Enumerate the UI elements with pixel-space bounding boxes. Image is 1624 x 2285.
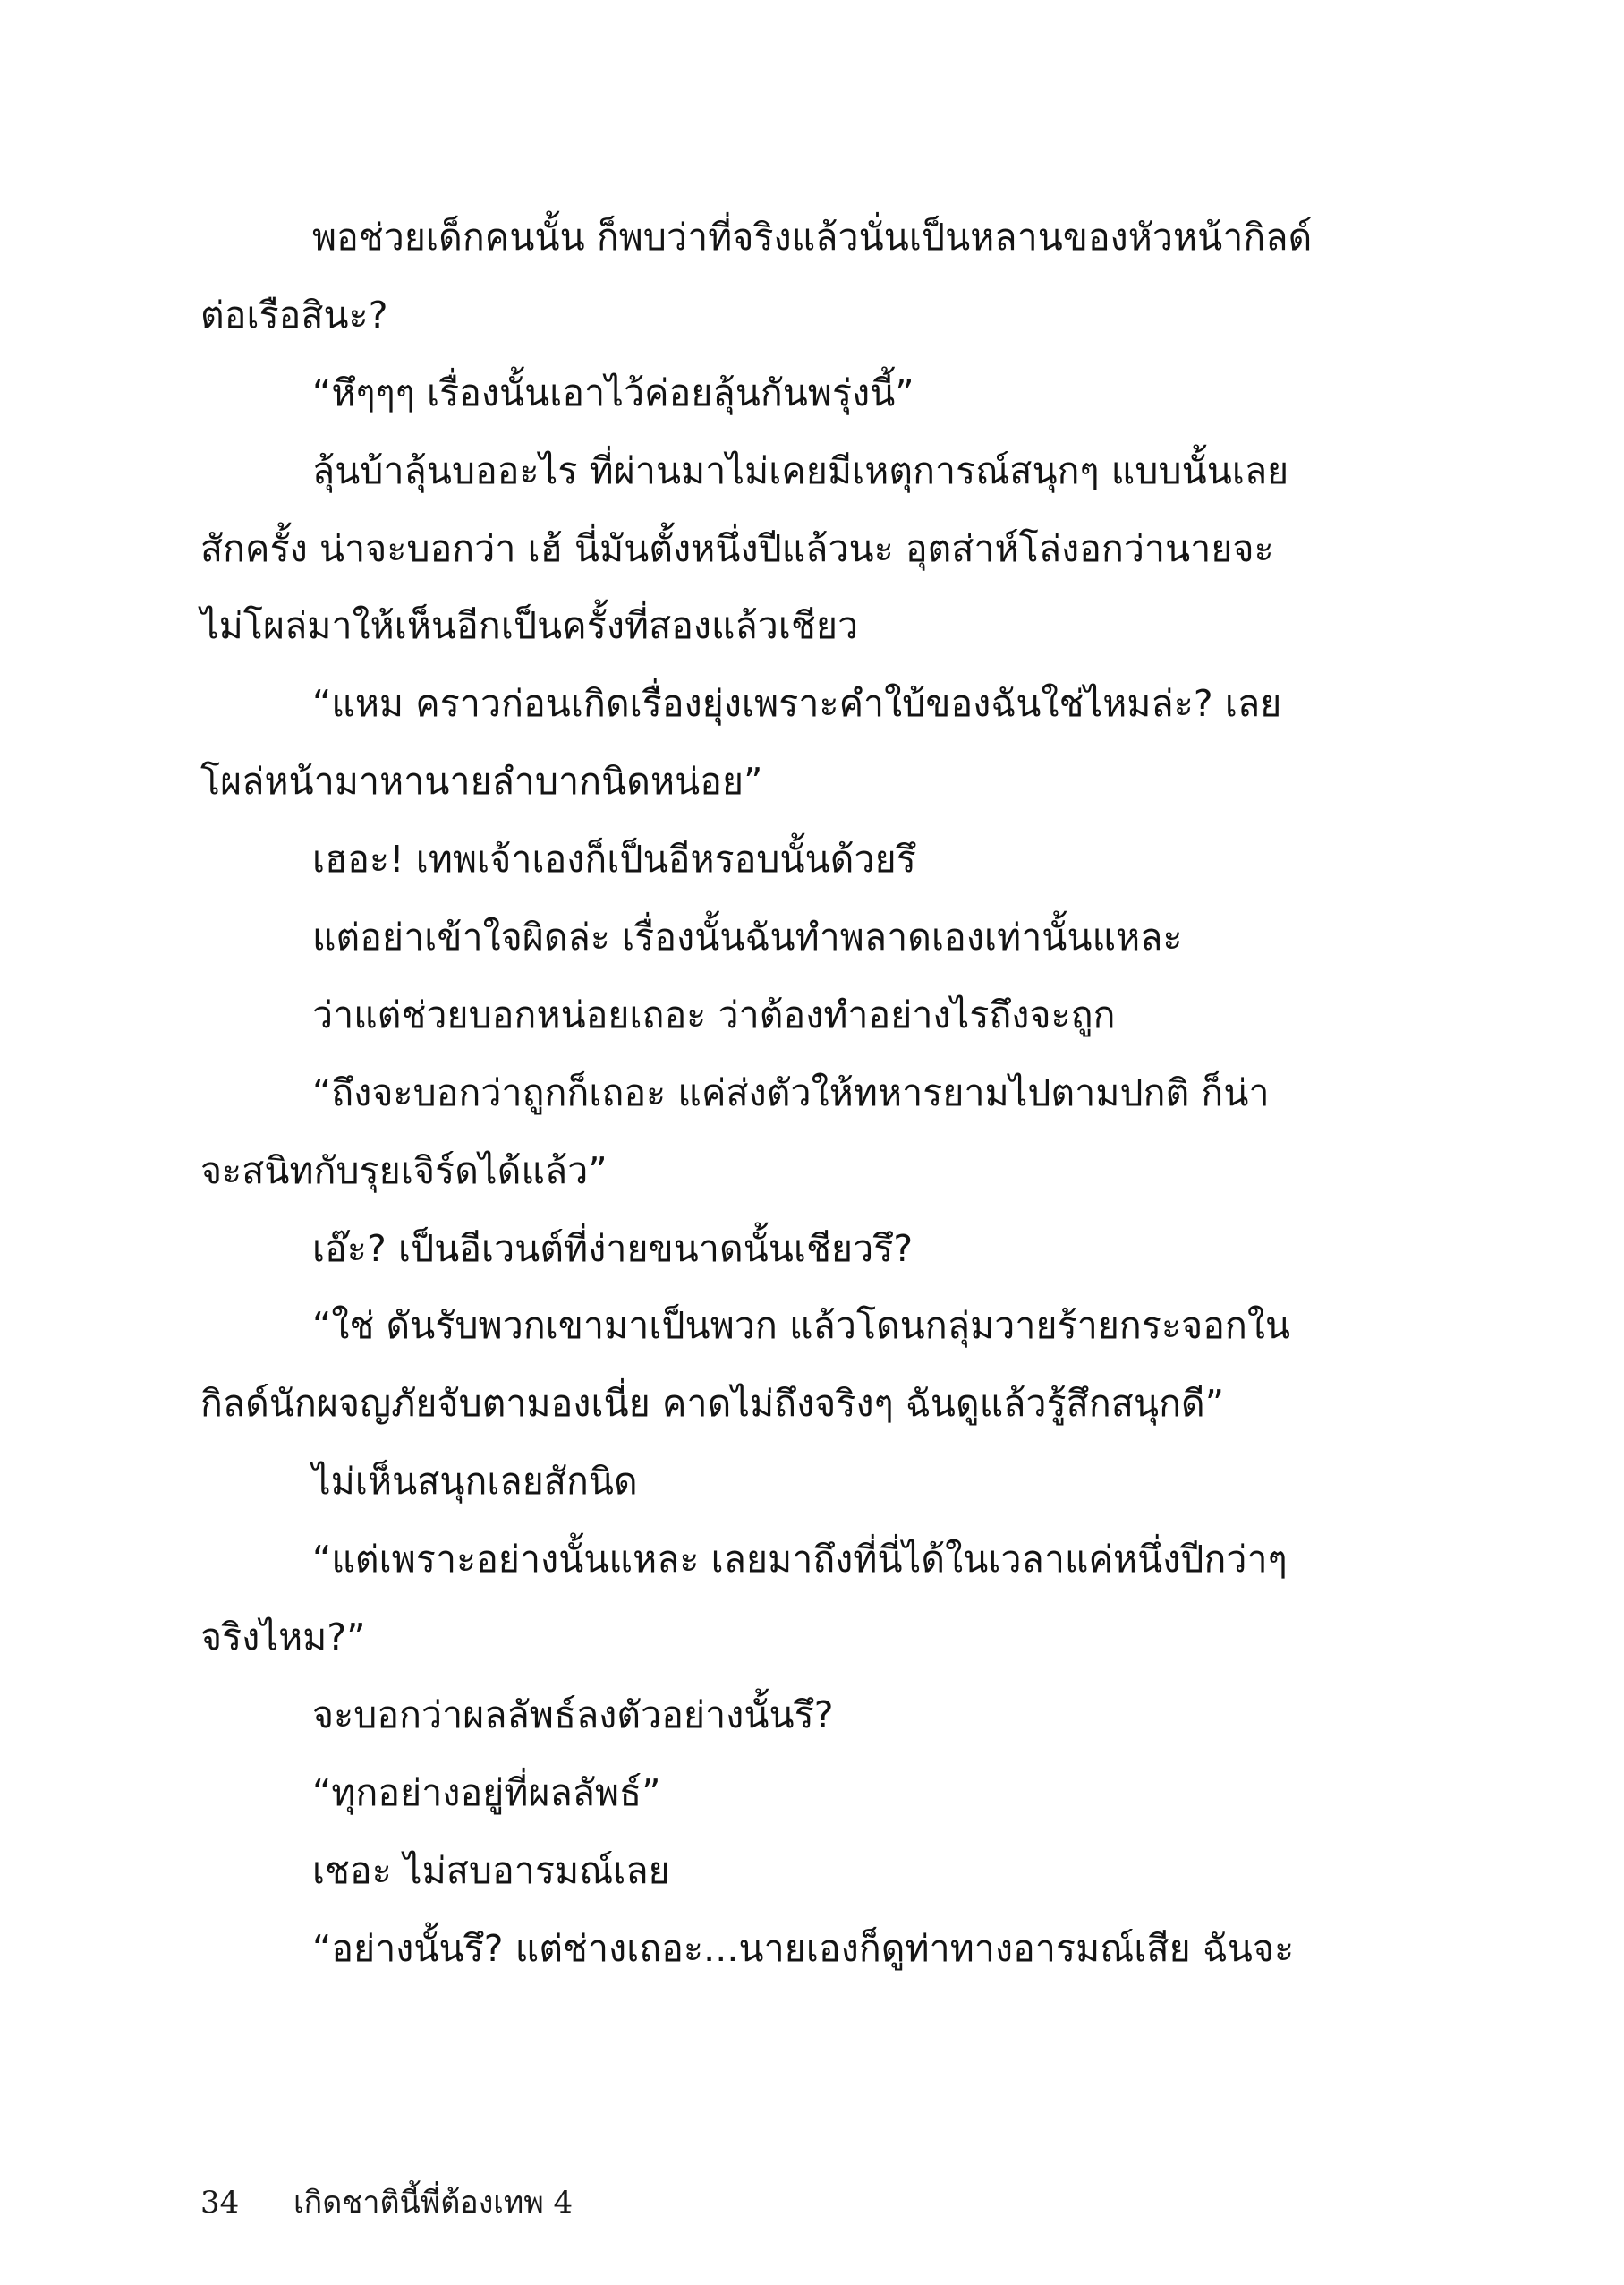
text-line: เอ๊ะ? เป็นอีเวนต์ที่ง่ายขนาดนั้นเชียวรึ? [312,1226,914,1270]
text-line: เฮอะ! เทพเจ้าเองก็เป็นอีหรอบนั้นด้วยรึ [312,838,916,882]
text-line: ลุ้นบ้าลุ้นบออะไร ที่ผ่านมาไม่เคยมีเหตุการณ์สนุกๆ แบบนั้นเลย [312,448,1289,492]
text-line: “อย่างนั้นรึ? แต่ช่างเถอะ...นายเองก็ดูท่าทางอารมณ์เสีย ฉันจะ [312,1926,1295,1970]
text-line: โผล่หน้ามาหานายลำบากนิดหน่อย” [200,760,763,804]
body-text [200,199,1330,1987]
text-line: “แต่เพราะอย่างนั้นแหละ เลยมาถึงที่นี่ได้ในเวลาแค่หนึ่งปีกว่าๆ [312,1538,1288,1582]
text-line: จะบอกว่าผลลัพธ์ลงตัวอย่างนั้นรึ? [312,1692,834,1736]
text-line: “หึๆๆๆ เรื่องนั้นเอาไว้ค่อยลุ้นกันพรุ่งนี้” [312,371,914,414]
text-line: ไม่เห็นสนุกเลยสักนิด [312,1460,638,1504]
text-line: ว่าแต่ช่วยบอกหน่อยเถอะ ว่าต้องทำอย่างไรถึงจะถูก [312,993,1116,1036]
text-line: จริงไหม?” [200,1616,366,1659]
text-line: “ใช่ ดันรับพวกเขามาเป็นพวก แล้วโดนกลุ่มวายร้ายกระจอกใน [312,1304,1291,1348]
page-footer [200,2180,573,2225]
text-line: ไม่โผล่มาให้เห็นอีกเป็นครั้งที่สองแล้วเชียว [200,604,859,648]
text-line: พอช่วยเด็กคนนั้น ก็พบว่าที่จริงแล้วนั่นเป็นหลานของหัวหน้ากิลด์ [312,216,1313,259]
text-line: “ถึงจะบอกว่าถูกก็เถอะ แค่ส่งตัวให้ทหารยามไปตามปกติ ก็น่า [312,1070,1270,1114]
text-line: จะสนิทกับรุยเจิร์ดได้แล้ว” [200,1148,608,1192]
text-line: “แหม คราวก่อนเกิดเรื่องยุ่งเพราะคำใบ้ของฉันใช่ไหมล่ะ? เลย [312,682,1282,726]
text-line: กิลด์นักผจญภัยจับตามองเนี่ย คาดไม่ถึงจริงๆ ฉันดูแล้วรู้สึกสนุกดี” [200,1382,1225,1426]
text-line: เชอะ ไม่สบอารมณ์เลย [312,1848,670,1892]
running-title: เกิดชาตินี้พี่ต้องเทพ 4 [293,2185,574,2221]
text-line: แต่อย่าเข้าใจผิดล่ะ เรื่องนั้นฉันทำพลาดเองเท่านั้นแหละ [312,916,1183,959]
text-line: สักครั้ง น่าจะบอกว่า เฮ้ นี่มันตั้งหนึ่งปีแล้วนะ อุตส่าห์โล่งอกว่านายจะ [200,526,1274,570]
text-line: “ทุกอย่างอยู่ที่ผลลัพธ์” [312,1770,661,1814]
page-number: 34 [200,2185,240,2221]
text-line: ต่อเรือสินะ? [200,293,388,337]
